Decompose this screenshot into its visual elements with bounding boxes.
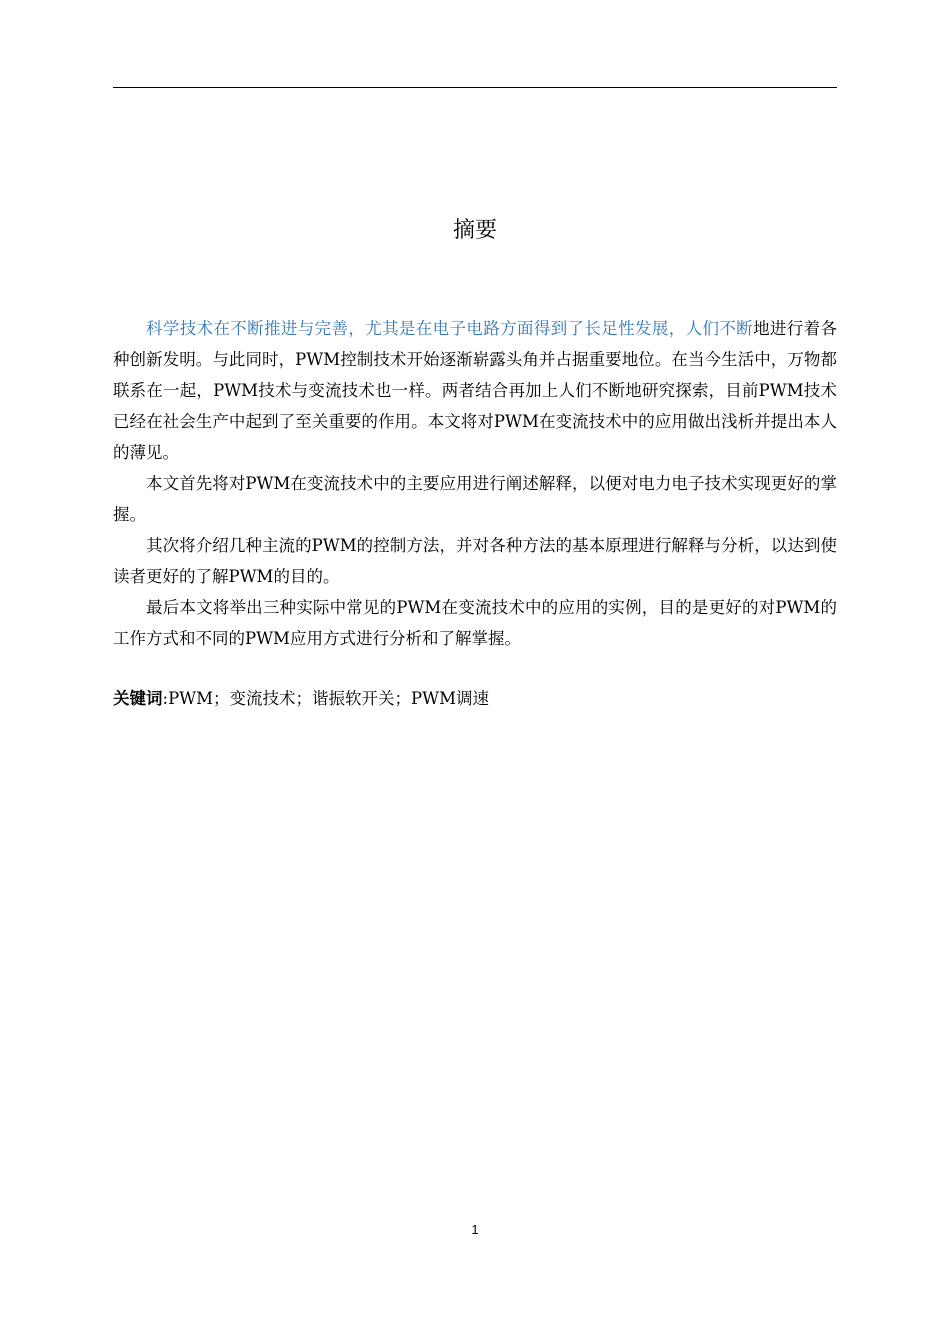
page-title: 摘要 [452, 218, 497, 243]
keywords-label: 关键词 [113, 689, 163, 708]
highlighted-text: 科学技术在不断推进与完善，尤其是在电子电路方面得到了长足性发展，人们不断 [146, 319, 754, 338]
paragraph-text: 地进行着各种创新发明。与此同时，PWM控制技术开始逐渐崭露头角并占据重要地位。在当今生活中，万物都联系在一起，PWM技术与变流技术也一样。两者结合再加上人们不断地研究探索，目前PWM技术已经在社会生产中起到了至关重要的作用。本文将对PWM在变流技术中的应用做出浅析并提出本人的薄见。 [113, 319, 838, 462]
keywords-separator: : [162, 689, 169, 708]
abstract-body [113, 313, 837, 654]
keywords-text: PWM；变流技术；谐振软开关；PWM调速 [168, 689, 489, 708]
abstract-paragraph-2: 本文首先将对PWM在变流技术中的主要应用进行阐述解释，以便对电力电子技术实现更好的掌握。 [113, 474, 837, 524]
keywords-line [113, 683, 837, 714]
abstract-paragraph-1 [113, 313, 837, 468]
header-rule [113, 87, 837, 88]
page-number: 1 [471, 1222, 479, 1237]
abstract-paragraph-3: 其次将介绍几种主流的PWM的控制方法，并对各种方法的基本原理进行解释与分析，以达到使读者更好的了解PWM的目的。 [113, 536, 837, 586]
abstract-paragraph-4: 最后本文将举出三种实际中常见的PWM在变流技术中的应用的实例，目的是更好的对PWM的工作方式和不同的PWM应用方式进行分析和了解掌握。 [113, 598, 837, 648]
